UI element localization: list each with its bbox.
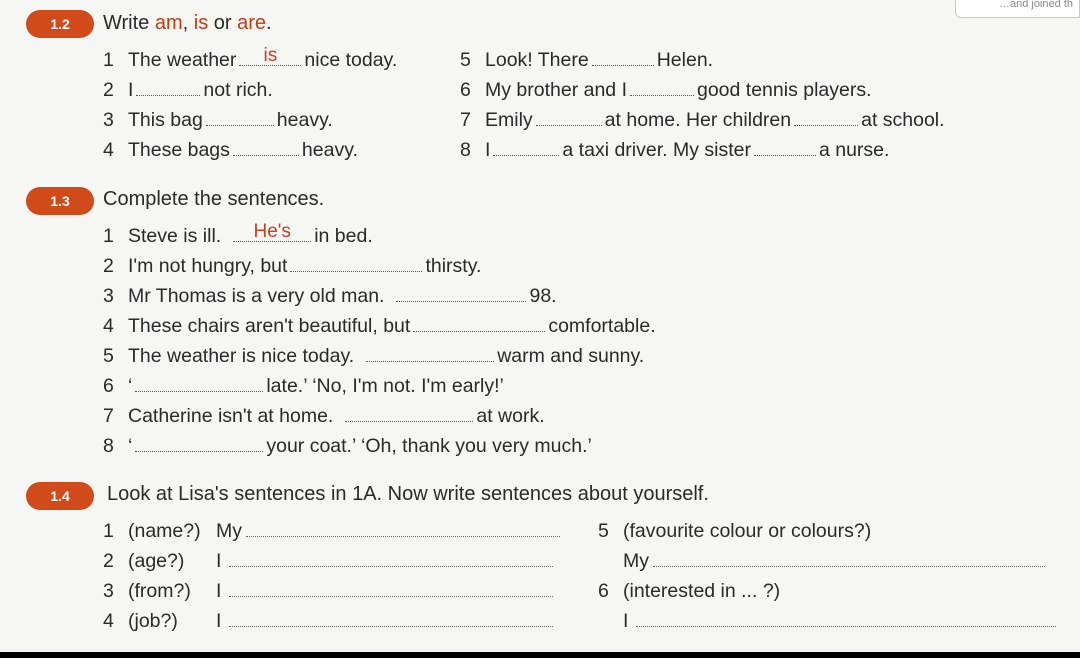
ex13-item-6: 6 ‘ late.’ ‘No, I'm not. I'm early!’ — [103, 375, 504, 397]
answer-blank[interactable] — [630, 79, 694, 96]
ex12-item-4: 4 These bags heavy. — [103, 139, 358, 161]
exercise-1-2-badge: 1.2 — [26, 10, 94, 38]
ex14-item-5-answer: My — [598, 549, 1045, 573]
exercise-1-4-heading: Look at Lisa's sentences in 1A. Now write sentences about yourself. — [107, 483, 709, 505]
ex14-item-5: 5 (favourite colour or colours?) — [598, 520, 872, 542]
ex14-item-1: 1 (name?) My — [103, 519, 560, 543]
write-line[interactable] — [246, 522, 560, 537]
write-line[interactable] — [229, 552, 553, 567]
write-line[interactable] — [653, 552, 1045, 567]
write-line[interactable] — [636, 612, 1056, 627]
answer-blank[interactable] — [396, 285, 526, 302]
ex13-item-8: 8 ‘ your coat.’ ‘Oh, thank you very much.’ — [103, 435, 592, 457]
answer-blank[interactable]: is — [239, 49, 301, 66]
exercise-1-2-heading: Write am, is or are. — [103, 12, 272, 34]
ex14-item-4: 4 (job?) I — [103, 609, 553, 633]
answer-blank[interactable]: He's — [233, 225, 311, 242]
write-line[interactable] — [229, 582, 553, 597]
answer-blank[interactable] — [345, 405, 473, 422]
answer-blank[interactable] — [233, 139, 299, 156]
answer-blank[interactable] — [366, 345, 494, 362]
exercise-1-4-badge: 1.4 — [26, 482, 94, 510]
answer-blank[interactable] — [290, 255, 422, 272]
exercise-1-3-heading: Complete the sentences. — [103, 188, 325, 210]
ex13-item-3: 3 Mr Thomas is a very old man. 98. — [103, 285, 557, 307]
ex12-item-3: 3 This bag heavy. — [103, 109, 333, 131]
answer-blank[interactable] — [592, 49, 654, 66]
answer-blank[interactable] — [493, 139, 559, 156]
ex14-item-2: 2 (age?) I — [103, 549, 553, 573]
ex14-item-3: 3 (from?) I — [103, 579, 553, 603]
ex12-item-8: 8 I a taxi driver. My sister a nurse. — [460, 139, 890, 161]
answer-blank[interactable] — [413, 315, 545, 332]
answer-blank[interactable] — [136, 79, 200, 96]
corner-tab: …and joined th — [955, 0, 1080, 18]
exercise-1-3-badge: 1.3 — [26, 187, 94, 215]
ex12-item-5: 5 Look! There Helen. — [460, 49, 714, 71]
write-line[interactable] — [229, 612, 553, 627]
ex12-item-6: 6 My brother and I good tennis players. — [460, 79, 872, 101]
ex13-item-1: 1 Steve is ill. He's in bed. — [103, 221, 373, 247]
ex12-item-7: 7 Emily at home. Her children at school. — [460, 109, 945, 131]
answer-blank[interactable] — [135, 375, 263, 392]
answer-blank[interactable] — [536, 109, 602, 126]
ex14-item-6: 6 (interested in ... ?) — [598, 580, 781, 602]
ex12-item-2: 2 I not rich. — [103, 79, 273, 101]
answer-blank[interactable] — [754, 139, 816, 156]
ex12-item-1: 1 The weather is nice today. — [103, 45, 398, 71]
ex14-item-6-answer: I — [598, 609, 1056, 633]
ex13-item-5: 5 The weather is nice today. warm and sunny. — [103, 345, 645, 367]
answer-blank[interactable] — [135, 435, 263, 452]
answer-blank[interactable] — [794, 109, 858, 126]
answer-blank[interactable] — [206, 109, 274, 126]
ex13-item-4: 4 These chairs aren't beautiful, but comfortable. — [103, 315, 656, 337]
ex13-item-2: 2 I'm not hungry, but thirsty. — [103, 255, 482, 277]
ex13-item-7: 7 Catherine isn't at home. at work. — [103, 405, 545, 427]
